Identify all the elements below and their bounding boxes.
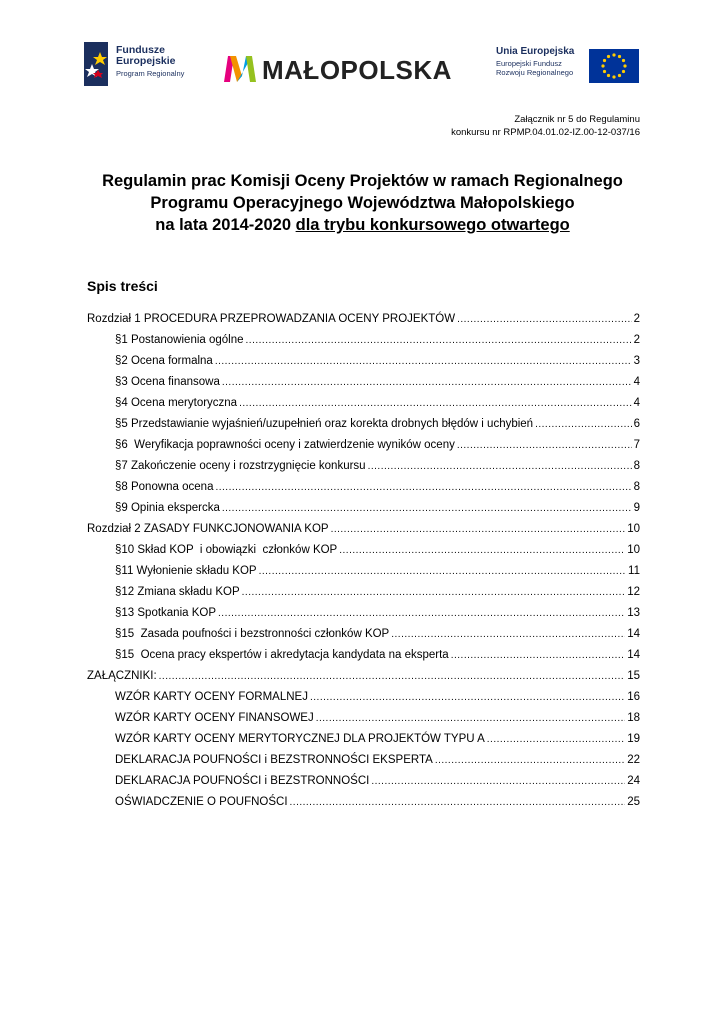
- toc-entry[interactable]: [87, 684, 640, 705]
- unia-europejska-logo-text: [496, 47, 574, 77]
- toc-dot-leader: [159, 670, 626, 684]
- toc-dot-leader: [457, 313, 632, 327]
- toc-dot-leader: [371, 775, 625, 789]
- toc-entry-page-number: 14: [627, 649, 640, 661]
- toc-entry-page-number: 2: [633, 313, 640, 325]
- toc-entry-page-number: 25: [627, 796, 640, 808]
- toc-dot-leader: [316, 712, 625, 726]
- toc-entry-label: §11 Wyłonienie składu KOP: [115, 565, 257, 577]
- toc-entry[interactable]: [87, 705, 640, 726]
- toc-entry[interactable]: [87, 495, 640, 516]
- toc-dot-leader: [222, 376, 632, 390]
- toc-entry[interactable]: [87, 621, 640, 642]
- toc-entry-page-number: 9: [633, 502, 640, 514]
- toc-entry-page-number: 14: [627, 628, 640, 640]
- toc-entry-page-number: 4: [633, 376, 640, 388]
- toc-dot-leader: [457, 439, 632, 453]
- toc-entry-label: OŚWIADCZENIE O POUFNOŚCI: [115, 796, 288, 808]
- toc-dot-leader: [339, 544, 625, 558]
- toc-entry[interactable]: [87, 747, 640, 768]
- toc-entry-label: §12 Zmiana składu KOP: [115, 586, 240, 598]
- malopolska-logo-text: MAŁOPOLSKA: [262, 55, 452, 85]
- toc-entry-label: ZAŁĄCZNIKI:: [87, 670, 157, 682]
- toc-dot-leader: [246, 334, 632, 348]
- toc-dot-leader: [290, 796, 626, 810]
- toc-entry-page-number: 16: [627, 691, 640, 703]
- ue-logo-line3: Rozwoju Regionalnego: [496, 68, 574, 77]
- toc-entry-label: §3 Ocena finansowa: [115, 376, 220, 388]
- toc-dot-leader: [218, 607, 625, 621]
- toc-entry[interactable]: [87, 390, 640, 411]
- toc-dot-leader: [215, 481, 631, 495]
- toc-entry-label: WZÓR KARTY OCENY FORMALNEJ: [115, 691, 308, 703]
- toc-entry-page-number: 22: [627, 754, 640, 766]
- fundusze-europejskie-logo: [84, 42, 196, 86]
- toc-entry[interactable]: [87, 306, 640, 327]
- toc-entry-label: §1 Postanowienia ogólne: [115, 334, 244, 346]
- annex-note: [451, 113, 640, 139]
- toc-entry[interactable]: [87, 600, 640, 621]
- toc-dot-leader: [331, 523, 626, 537]
- eu-flag-icon: [589, 49, 639, 83]
- fe-logo-line1: Fundusze: [116, 44, 165, 56]
- toc-entry-label: WZÓR KARTY OCENY FINANSOWEJ: [115, 712, 314, 724]
- toc-entry-page-number: 6: [633, 418, 640, 430]
- toc-heading: Spis treści: [87, 278, 158, 294]
- toc-entry[interactable]: [87, 789, 640, 810]
- toc-entry-label: §5 Przedstawianie wyjaśnień/uzupełnień oraz korekta drobnych błędów i uchybień: [115, 418, 534, 430]
- toc-entry-page-number: 12: [627, 586, 640, 598]
- document-title: [70, 170, 655, 236]
- toc-entry[interactable]: [87, 327, 640, 348]
- title-line3: [70, 214, 655, 236]
- toc-entry[interactable]: [87, 369, 640, 390]
- toc-entry[interactable]: [87, 474, 640, 495]
- toc-entry-label: §10 Skład KOP i obowiązki członków KOP: [115, 544, 338, 556]
- toc-entry-page-number: 11: [628, 565, 640, 577]
- toc-entry[interactable]: [87, 411, 640, 432]
- toc-entry[interactable]: [87, 453, 640, 474]
- annex-line1: Załącznik nr 5 do Regulaminu: [514, 114, 640, 125]
- toc-entry-label: Rozdział 1 PROCEDURA PRZEPROWADZANIA OCENY PROJEKTÓW: [87, 313, 456, 325]
- toc-dot-leader: [368, 460, 632, 474]
- toc-entry-label: Rozdział 2 ZASADY FUNKCJONOWANIA KOP: [87, 523, 329, 535]
- toc-dot-leader: [435, 754, 625, 768]
- toc-entry-page-number: 13: [627, 607, 640, 619]
- toc-entry-page-number: 10: [627, 523, 640, 535]
- toc-entry[interactable]: [87, 516, 640, 537]
- toc-entry[interactable]: [87, 579, 640, 600]
- toc-entry-label: §2 Ocena formalna: [115, 355, 213, 367]
- toc-entry-label: §15 Ocena pracy ekspertów i akredytacja kandydata na eksperta: [115, 649, 449, 661]
- toc-entry-page-number: 15: [627, 670, 640, 682]
- toc-entry[interactable]: [87, 768, 640, 789]
- toc-dot-leader: [310, 691, 625, 705]
- toc-entry-page-number: 4: [633, 397, 640, 409]
- ue-logo-line1: Unia Europejska: [496, 46, 575, 57]
- toc-entry-page-number: 19: [627, 733, 640, 745]
- annex-line2: konkursu nr RPMP.04.01.02-IZ.00-12-037/16: [451, 127, 640, 138]
- toc-entry[interactable]: [87, 432, 640, 453]
- toc-entry-label: §15 Zasada poufności i bezstronności członków KOP: [115, 628, 390, 640]
- toc-entry-page-number: 7: [633, 439, 640, 451]
- toc-entry-label: §13 Spotkania KOP: [115, 607, 217, 619]
- toc-dot-leader: [222, 502, 632, 516]
- toc-dot-leader: [239, 397, 632, 411]
- toc-entry-label: §6 Weryfikacja poprawności oceny i zatwierdzenie wyników oceny: [115, 439, 455, 451]
- toc-entry-page-number: 18: [627, 712, 640, 724]
- toc-dot-leader: [391, 628, 625, 642]
- malopolska-m-icon: [222, 52, 258, 84]
- toc-entry[interactable]: [87, 558, 640, 579]
- toc-entry-page-number: 8: [633, 460, 640, 472]
- toc-entry-page-number: 2: [633, 334, 640, 346]
- title-line1: Regulamin prac Komisji Oceny Projektów w ramach Regionalnego: [102, 172, 623, 190]
- toc-dot-leader: [215, 355, 632, 369]
- fe-logo-line3: Program Regionalny: [116, 69, 185, 78]
- toc-entry-page-number: 24: [627, 775, 640, 787]
- toc-entry[interactable]: [87, 348, 640, 369]
- toc-dot-leader: [242, 586, 626, 600]
- toc-entry-page-number: 10: [627, 544, 640, 556]
- fe-star-flag-icon: [84, 42, 112, 86]
- toc-entry-label: DEKLARACJA POUFNOŚCI i BEZSTRONNOŚCI: [115, 775, 370, 787]
- title-line2: Programu Operacyjnego Województwa Małopolskiego: [150, 194, 575, 212]
- toc-entry-label: §9 Opinia ekspercka: [115, 502, 220, 514]
- malopolska-logo: [222, 52, 467, 86]
- toc-entry-label: DEKLARACJA POUFNOŚCI i BEZSTRONNOŚCI EKSPERTA: [115, 754, 433, 766]
- toc-entry[interactable]: [87, 642, 640, 663]
- title-line3-plain: na lata 2014-2020: [155, 216, 296, 234]
- table-of-contents: [87, 306, 640, 810]
- toc-entry-label: §7 Zakończenie oceny i rozstrzygnięcie konkursu: [115, 460, 366, 472]
- toc-entry-label: WZÓR KARTY OCENY MERYTORYCZNEJ DLA PROJEKTÓW TYPU A: [115, 733, 485, 745]
- toc-dot-leader: [487, 733, 625, 747]
- fe-logo-line2: Europejskie: [116, 55, 176, 67]
- toc-dot-leader: [259, 565, 626, 579]
- ue-logo-line2: Europejski Fundusz: [496, 59, 562, 68]
- toc-entry-page-number: 8: [633, 481, 640, 493]
- toc-dot-leader: [535, 418, 632, 432]
- header-logos: [84, 40, 644, 90]
- toc-entry-label: §4 Ocena merytoryczna: [115, 397, 238, 409]
- toc-entry[interactable]: [87, 663, 640, 684]
- toc-entry-page-number: 3: [633, 355, 640, 367]
- toc-entry-label: §8 Ponowna ocena: [115, 481, 214, 493]
- toc-dot-leader: [451, 649, 626, 663]
- toc-entry[interactable]: [87, 726, 640, 747]
- toc-entry[interactable]: [87, 537, 640, 558]
- title-line3-underlined: dla trybu konkursowego otwartego: [295, 216, 570, 234]
